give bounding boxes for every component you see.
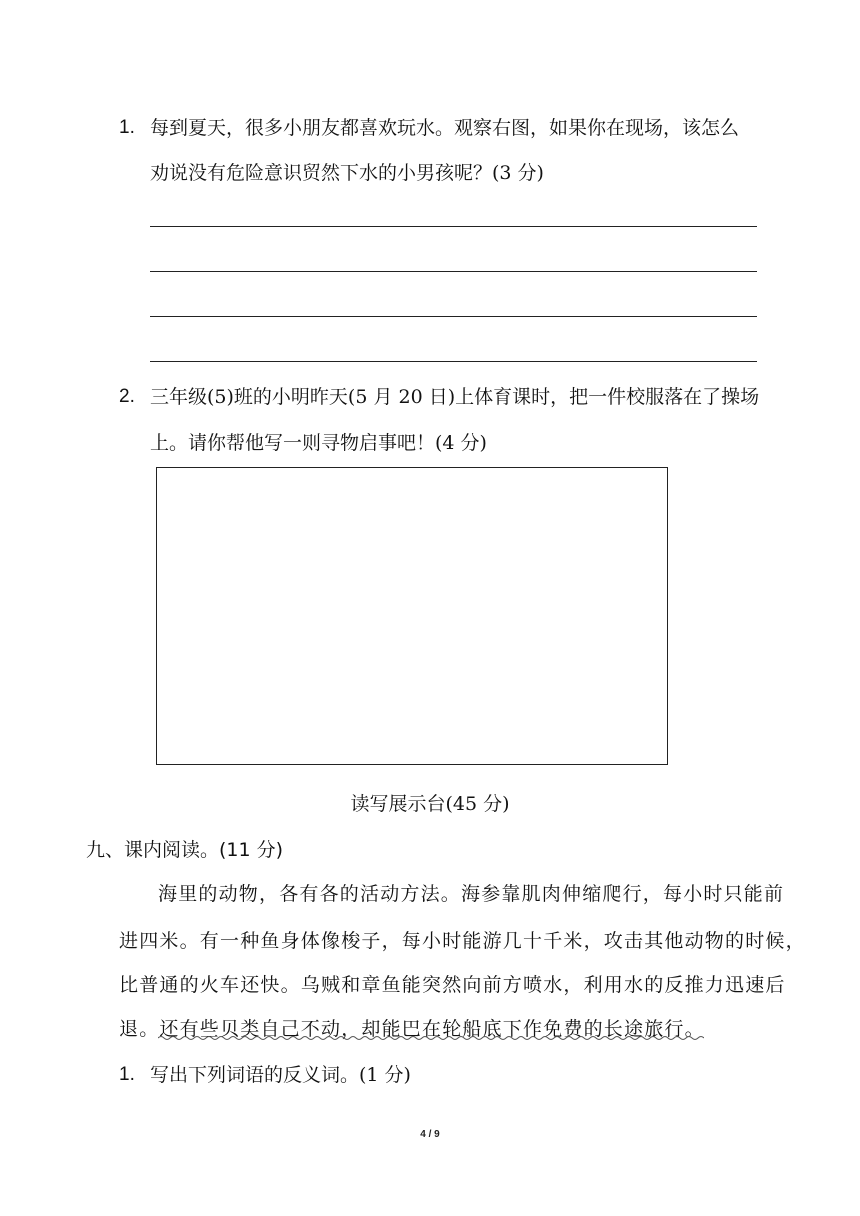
answer-line-1[interactable] (150, 226, 757, 227)
passage-line-2: 进四米。有一种鱼身体像梭子，每小时能游几十千米，攻击其他动物的时候， (119, 930, 806, 952)
page-number: 4 / 9 (420, 1129, 440, 1140)
wavy-underline (158, 1035, 704, 1041)
question-2-text-line-2: 上。请你帮他写一则寻物启事吧！(4 分) (150, 432, 487, 454)
part-9-heading: 九、课内阅读。(11 分) (86, 839, 284, 861)
question-1-text-line-1: 每到夏天，很多小朋友都喜欢玩水。观察右图，如果你在现场，该怎么 (150, 117, 740, 139)
answer-line-3[interactable] (150, 316, 757, 317)
sub-question-1-number: 1. (119, 1064, 135, 1085)
section-title: 读写展示台(45 分) (350, 793, 510, 815)
passage-line-4: 退。还有些贝类自己不动，却能巴在轮船底下作免费的长途旅行。 (119, 1018, 705, 1040)
question-2-text-line-1: 三年级(5)班的小明昨天(5 月 20 日)上体育课时，把一件校服落在了操场 (150, 386, 760, 408)
lost-item-notice-writing-box[interactable] (156, 467, 668, 765)
passage-line-1: 海里的动物，各有各的活动方法。海参靠肌肉伸缩爬行，每小时只能前 (158, 883, 785, 905)
answer-line-2[interactable] (150, 271, 757, 272)
answer-line-4[interactable] (150, 361, 757, 362)
question-1-text-line-2: 劝说没有危险意识贸然下水的小男孩呢？(3 分) (150, 162, 544, 184)
question-2-number: 2. (119, 386, 135, 407)
sub-question-1-text: 写出下列词语的反义词。(1 分) (150, 1064, 411, 1086)
question-1-number: 1. (119, 117, 135, 138)
passage-line-3: 比普通的火车还快。乌贼和章鱼能突然向前方喷水，利用水的反推力迅速后 (119, 974, 786, 996)
